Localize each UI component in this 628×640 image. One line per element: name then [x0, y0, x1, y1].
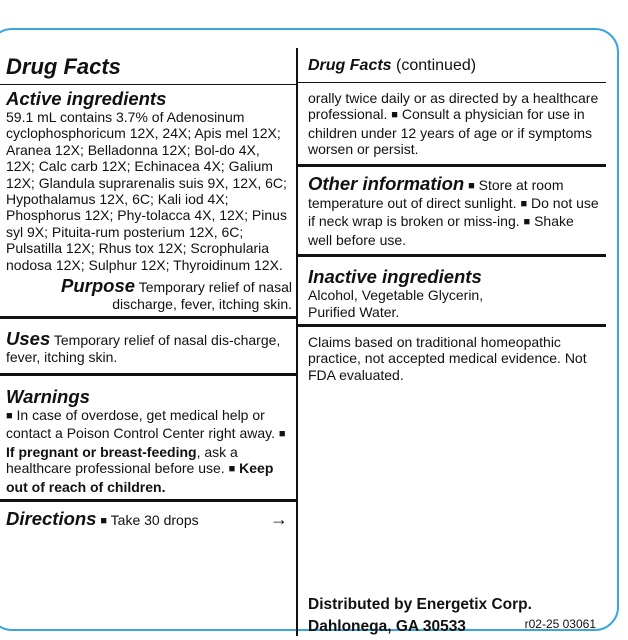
- drug-facts-title: Drug Facts: [0, 48, 296, 85]
- uses-heading: Uses: [6, 328, 51, 350]
- inactive-ingredients-text: Alcohol, Vegetable Glycerin, Purified Water.: [308, 287, 484, 320]
- uses-text: Temporary relief of nasal dis-charge, fever, itching skin.: [6, 332, 281, 366]
- directions-continued-text2: Consult a physician for use in children under 12 years of age or if symptoms worsen or persist.: [308, 106, 593, 158]
- warnings-text: [6, 407, 292, 495]
- distributor-address: Dahlonega, GA 30533: [308, 618, 466, 635]
- warnings-keep-out: Keep out of reach of children.: [6, 460, 274, 495]
- purpose-block: [6, 276, 292, 312]
- left-column: [0, 48, 298, 636]
- bullet-icon: ■: [520, 198, 528, 211]
- continued-title: Drug Facts: [308, 57, 392, 74]
- inactive-ingredients-section: [298, 257, 606, 327]
- label-code: r02-25 03061: [524, 617, 596, 631]
- other-information-heading: Other information: [308, 172, 465, 194]
- bullet-icon: ■: [228, 463, 236, 476]
- other-information-text1: Store at room temperature out of direct sunlight.: [308, 176, 564, 212]
- continued-header: [298, 48, 606, 83]
- bullet-icon: ■: [391, 109, 398, 122]
- arrow-right-icon: →: [270, 508, 288, 529]
- purpose-text: Temporary relief of nasal discharge, fever, itching skin.: [112, 279, 292, 313]
- uses-section: [0, 319, 296, 375]
- directions-heading: Directions: [6, 507, 97, 529]
- inactive-ingredients-heading: Inactive ingredients: [308, 266, 482, 288]
- claims-text: Claims based on traditional homeopathic practice, not accepted medical evidence. Not FDA evaluated.: [308, 334, 587, 383]
- uses-block: [6, 329, 292, 365]
- distributor-name: Distributed by Energetix Corp.: [308, 596, 532, 613]
- warnings-pregnant: If pregnant or breast-feeding: [6, 443, 197, 460]
- right-column: [298, 48, 606, 636]
- bullet-icon: ■: [278, 428, 286, 441]
- continued-suffix: (continued): [396, 57, 477, 74]
- other-information-section: [298, 167, 606, 258]
- active-ingredients-text: 59.1 mL contains 3.7% of Adenosinum cyclophosphoricum 12X, 24X; Apis mel 12X; Aranea 12X; Belladonna 12X; Bol-do 4X, 12X; Calc carb 12X; Echinacea 4X; Galium 12X; Glandula suprarenalis suis 9X, 12X, 6C; Hypothalamus 12X, 6C; Kali iod 4X; Phosphorus 12X; Phy-tolacca 4X, 12X; Pinus syl 9X; Pituita-rum posterium 12X, 6C; Pulsatilla 12X; Rhus tox 12X; Scrophularia nodosa 12X; Sulphur 12X; Thyroidinum 12X.: [6, 109, 287, 273]
- directions-continued-text: orally twice daily or as directed by a healthcare professional.: [308, 90, 599, 123]
- warnings-line1: In case of overdose, get medical help or contact a Poison Control Center right away.: [6, 406, 275, 442]
- directions-section: [0, 502, 296, 530]
- warnings-heading: Warnings: [6, 385, 90, 407]
- distributor-block: [308, 594, 604, 638]
- warnings-section: [0, 376, 296, 502]
- bullet-icon: ■: [523, 216, 531, 229]
- directions-text: Take 30 drops: [110, 511, 199, 528]
- directions-continued: [298, 83, 606, 167]
- other-information-text3: Shake well before use.: [308, 213, 574, 248]
- bullet-icon: ■: [468, 179, 475, 192]
- warnings-line2: , ask a healthcare professional before use.: [6, 443, 238, 477]
- bullet-icon: ■: [6, 409, 13, 422]
- active-ingredients-heading: Active ingredients: [6, 88, 167, 109]
- purpose-heading: Purpose: [61, 275, 136, 297]
- active-ingredients-section: [0, 85, 296, 319]
- bullet-icon: ■: [100, 514, 108, 527]
- other-information-text2: Do not use if neck wrap is broken or miss-ing.: [308, 195, 599, 230]
